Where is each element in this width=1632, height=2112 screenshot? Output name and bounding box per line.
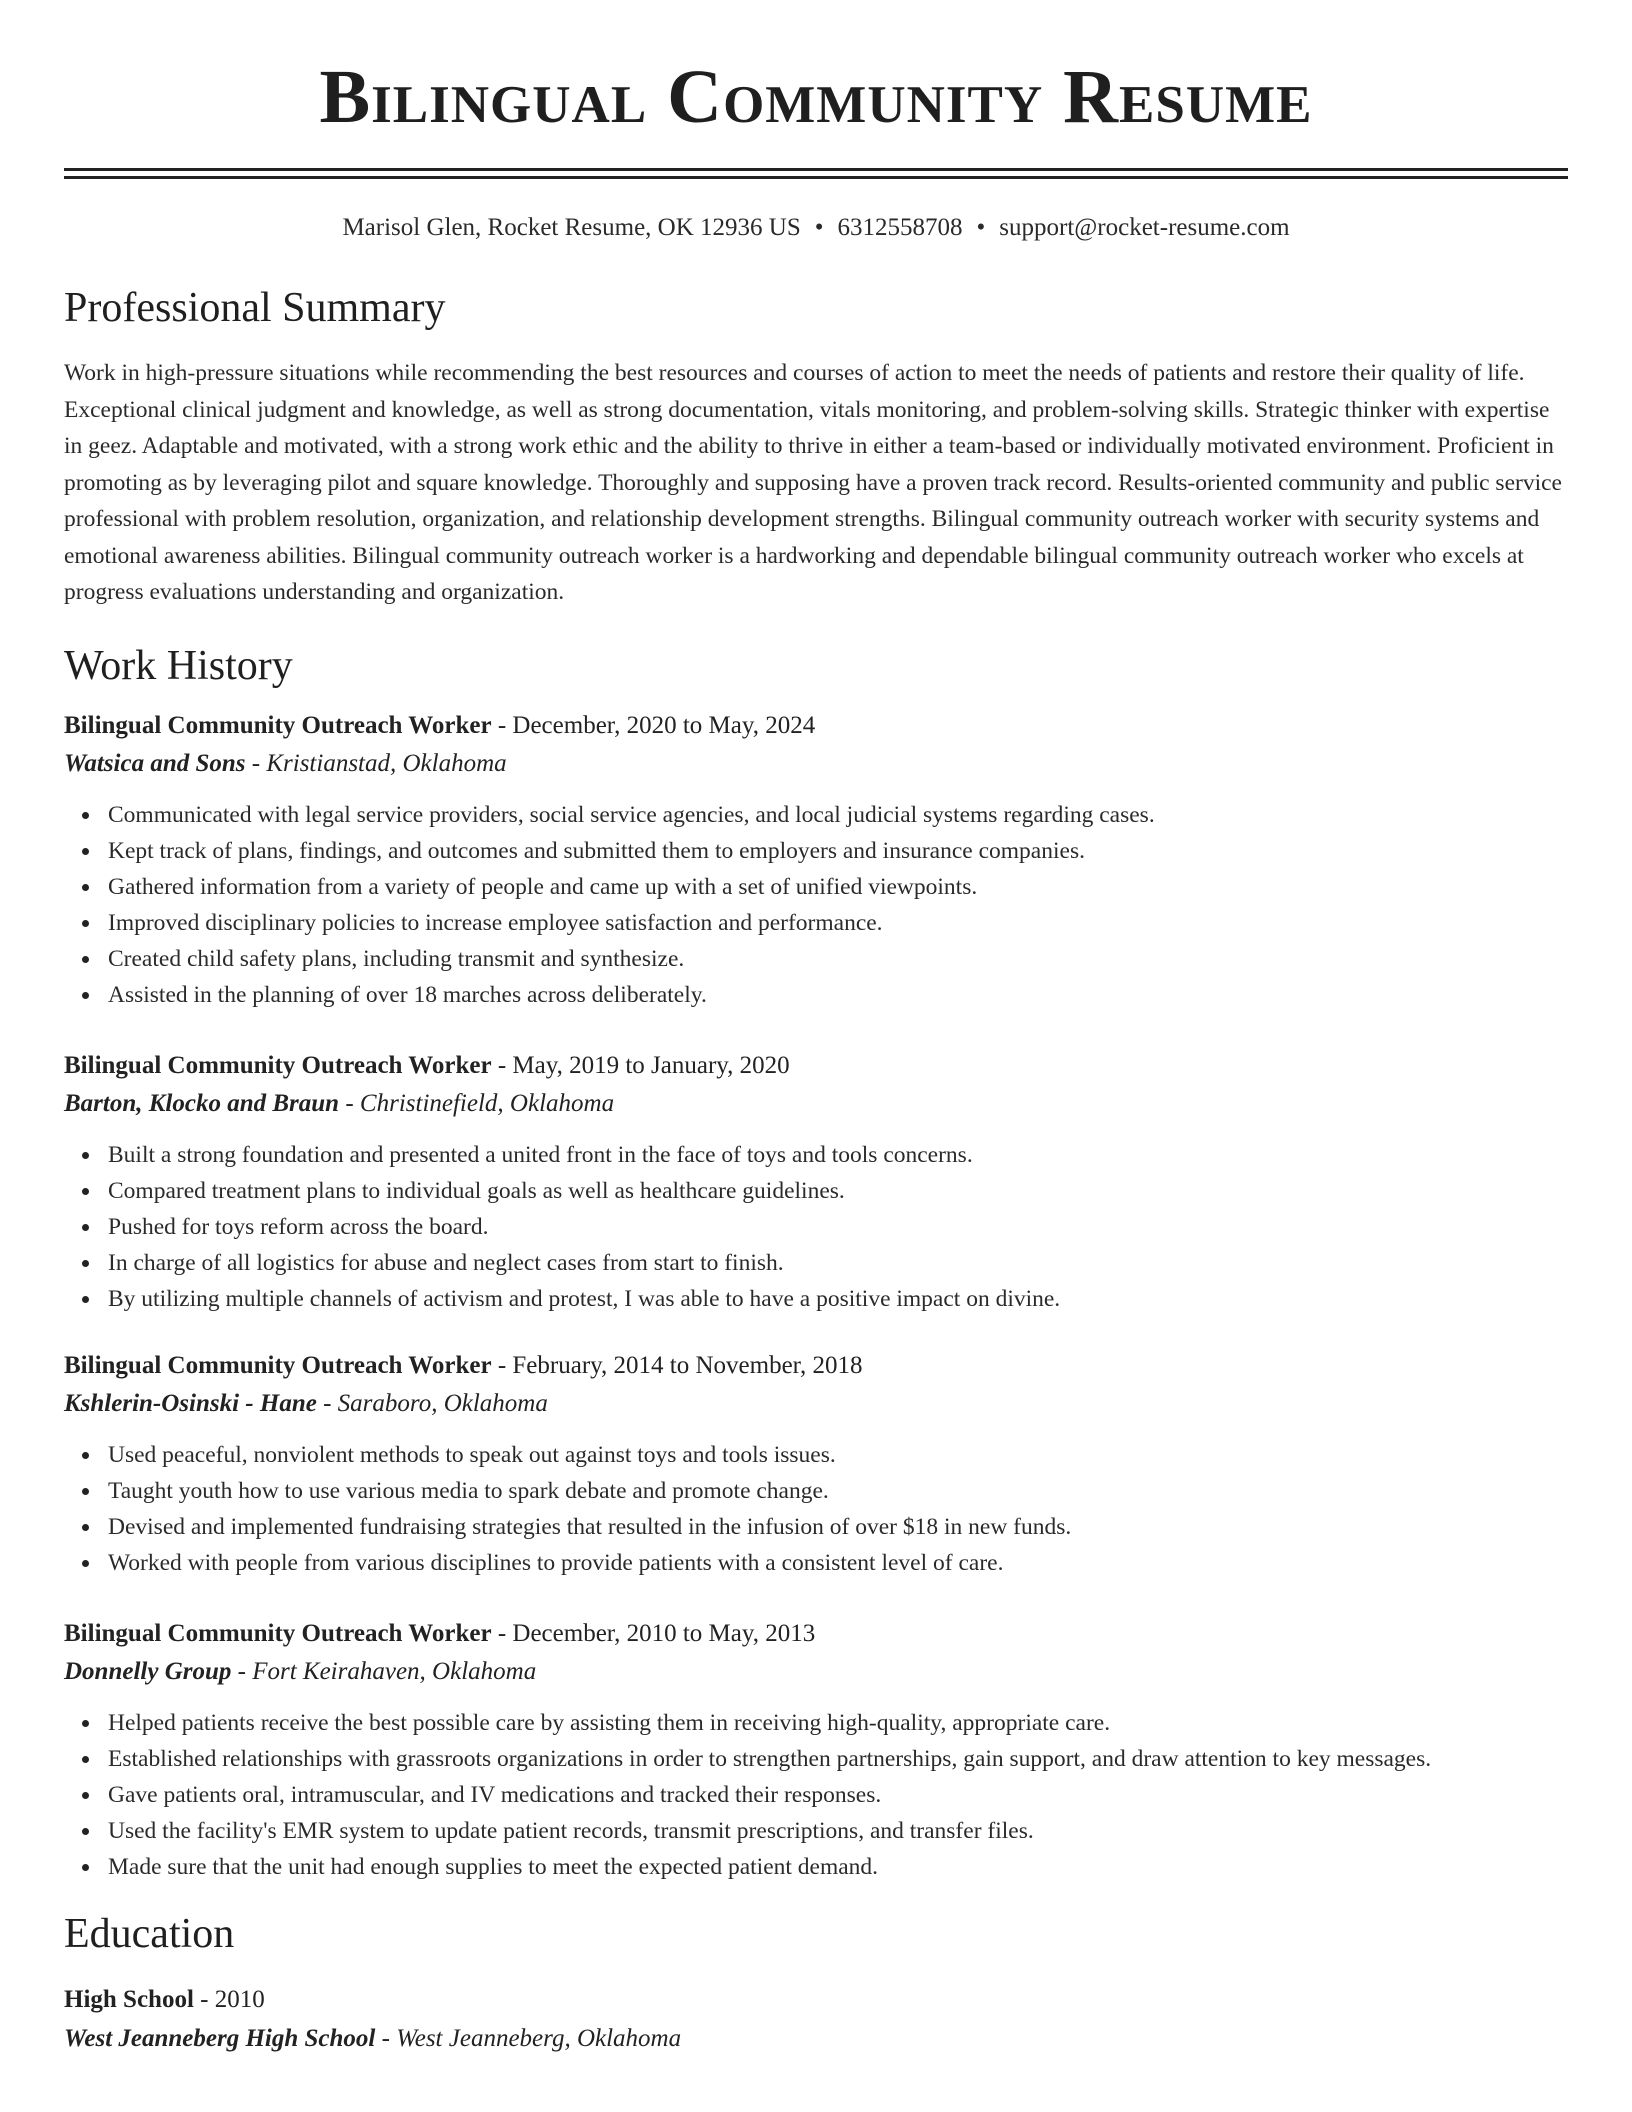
title-divider-bottom <box>64 176 1568 179</box>
job-duties <box>64 1437 1568 1581</box>
job-company-line <box>64 1085 1568 1123</box>
contact-separator: • <box>814 214 824 241</box>
contact-line <box>64 213 1568 243</box>
duty-item: Taught youth how to use various media to spark debate and promote change. <box>108 1473 1568 1509</box>
job-company-line <box>64 745 1568 783</box>
job-dates: - February, 2014 to November, 2018 <box>491 1351 863 1379</box>
job-title: Bilingual Community Outreach Worker <box>64 1619 492 1647</box>
job-company-line <box>64 1385 1568 1423</box>
contact-address: Marisol Glen, Rocket Resume, OK 12936 US <box>342 214 801 241</box>
duty-item: Improved disciplinary policies to increase employee satisfaction and performance. <box>108 905 1568 941</box>
duty-item: Gave patients oral, intramuscular, and IV medications and tracked their responses. <box>108 1777 1568 1813</box>
job-title-line <box>64 1615 1568 1653</box>
duty-item: Pushed for toys reform across the board. <box>108 1209 1568 1245</box>
duty-item: Used peaceful, nonviolent methods to speak out against toys and tools issues. <box>108 1437 1568 1473</box>
job-dates: - December, 2020 to May, 2024 <box>491 711 816 739</box>
education-heading: Education <box>64 1910 235 1957</box>
duty-item: Established relationships with grassroots organizations in order to strengthen partnerships, gain support, and draw attention to key messages. <box>108 1741 1568 1777</box>
job-dates: - December, 2010 to May, 2013 <box>491 1619 816 1647</box>
job-title: Bilingual Community Outreach Worker <box>64 1051 492 1079</box>
job-title: Bilingual Community Outreach Worker <box>64 711 492 739</box>
resume-title: Bilingual Community Resume <box>319 55 1313 139</box>
contact-email: support@rocket-resume.com <box>999 214 1290 241</box>
job-entry <box>64 1347 1568 1581</box>
job-location: - Christinefield, Oklahoma <box>339 1089 615 1117</box>
duty-item: Compared treatment plans to individual goals as well as healthcare guidelines. <box>108 1173 1568 1209</box>
duty-item: In charge of all logistics for abuse and neglect cases from start to finish. <box>108 1245 1568 1281</box>
job-location: - Fort Keirahaven, Oklahoma <box>231 1657 537 1685</box>
job-entry <box>64 1047 1568 1317</box>
duty-item: Helped patients receive the best possible care by assisting them in receiving high-quality, appropriate care. <box>108 1705 1568 1741</box>
job-company: Kshlerin-Osinski - Hane <box>64 1389 317 1417</box>
duty-item: Used the facility's EMR system to update patient records, transmit prescriptions, and transfer files. <box>108 1813 1568 1849</box>
job-location: - Kristianstad, Oklahoma <box>245 749 507 777</box>
summary-text: Work in high-pressure situations while recommending the best resources and courses of action to meet the needs of patients and restore their quality of life. Exceptional clinical judgment and knowledge, as well as strong documentation, vitals monitoring, and problem-solving skills. Strategic thinker with expertise in geez. Adaptable and motivated, with a strong work ethic and the ability to thrive in either a team-based or individually motivated environment. Proficient in promoting as by leveraging pilot and square knowledge. Thoroughly and supposing have a proven track record. Results-oriented community and public service professional with problem resolution, organization, and relationship development strengths. Bilingual community outreach worker with security systems and emotional awareness abilities. Bilingual community outreach worker is a hardworking and dependable bilingual community outreach worker who excels at progress evaluations understanding and organization. <box>64 360 1562 605</box>
job-entry <box>64 707 1568 1013</box>
education-degree-line <box>64 1981 1568 2019</box>
job-entry <box>64 1615 1568 1885</box>
education-location: - West Jeanneberg, Oklahoma <box>375 2024 682 2052</box>
job-company: Donnelly Group <box>64 1657 232 1685</box>
contact-separator: • <box>976 214 986 241</box>
job-company: Watsica and Sons <box>64 749 246 777</box>
duty-item: Made sure that the unit had enough supplies to meet the expected patient demand. <box>108 1849 1568 1885</box>
duty-item: By utilizing multiple channels of activism and protest, I was able to have a positive impact on divine. <box>108 1281 1568 1317</box>
job-title-line <box>64 1347 1568 1385</box>
summary-heading: Professional Summary <box>64 285 446 331</box>
job-title-line <box>64 1047 1568 1085</box>
duty-item: Devised and implemented fundraising strategies that resulted in the infusion of over $18 in new funds. <box>108 1509 1568 1545</box>
work-history-heading: Work History <box>64 642 293 689</box>
duty-item: Created child safety plans, including transmit and synthesize. <box>108 941 1568 977</box>
job-company-line <box>64 1653 1568 1691</box>
job-title-line <box>64 707 1568 745</box>
duty-item: Kept track of plans, findings, and outcomes and submitted them to employers and insurance companies. <box>108 833 1568 869</box>
education-school-line <box>64 2019 1568 2059</box>
title-divider-top <box>64 168 1568 171</box>
job-title: Bilingual Community Outreach Worker <box>64 1351 492 1379</box>
job-duties <box>64 1137 1568 1317</box>
duty-item: Assisted in the planning of over 18 marches across deliberately. <box>108 977 1568 1013</box>
education-degree: High School <box>64 1985 194 2013</box>
job-company: Barton, Klocko and Braun <box>64 1089 340 1117</box>
duty-item: Communicated with legal service providers, social service agencies, and local judicial systems regarding cases. <box>108 797 1568 833</box>
job-location: - Saraboro, Oklahoma <box>316 1389 548 1417</box>
duty-item: Built a strong foundation and presented a united front in the face of toys and tools concerns. <box>108 1137 1568 1173</box>
education-year: - 2010 <box>193 1985 265 2013</box>
job-dates: - May, 2019 to January, 2020 <box>491 1051 790 1079</box>
job-duties <box>64 1705 1568 1885</box>
duty-item: Gathered information from a variety of people and came up with a set of unified viewpoints. <box>108 869 1568 905</box>
job-duties <box>64 797 1568 1013</box>
contact-phone: 6312558708 <box>837 214 963 241</box>
education-school: West Jeanneberg High School <box>64 2024 376 2052</box>
duty-item: Worked with people from various disciplines to provide patients with a consistent level of care. <box>108 1545 1568 1581</box>
